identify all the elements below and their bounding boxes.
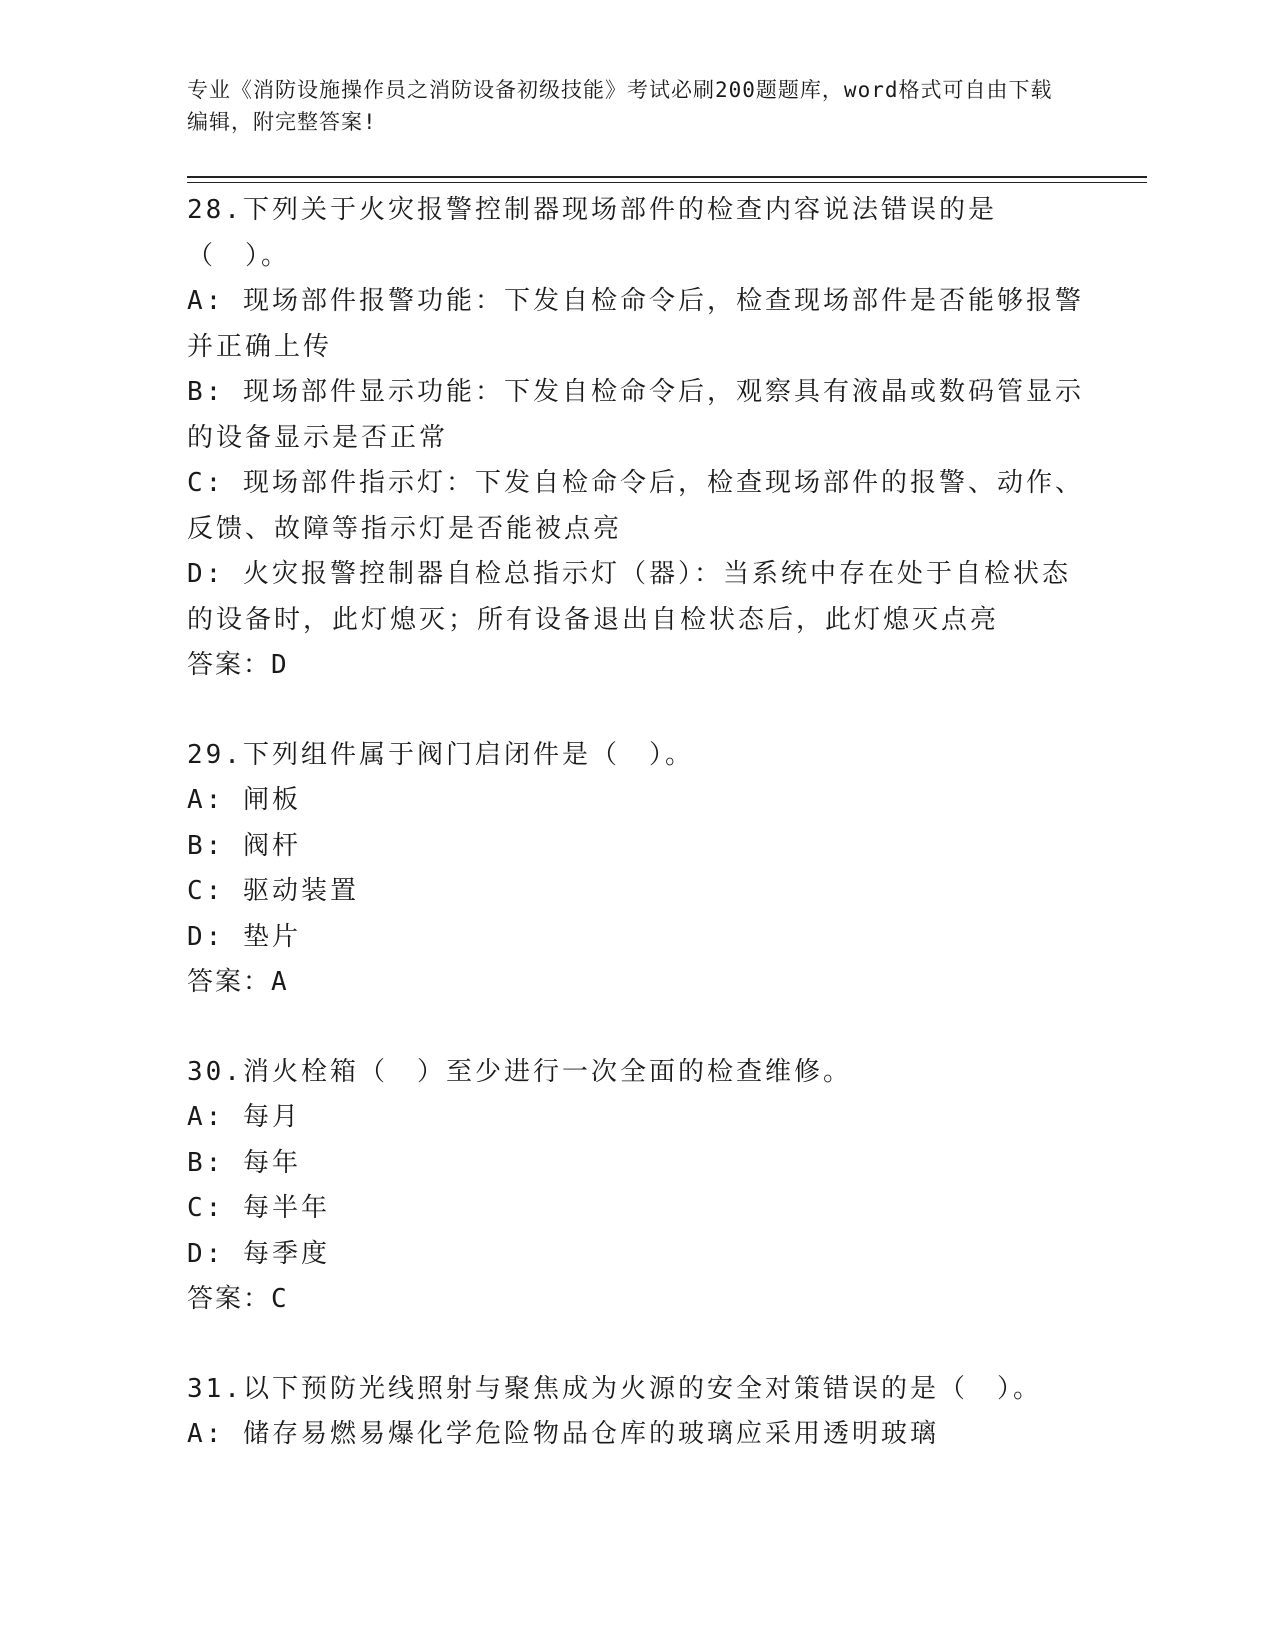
answer-line: 答案：D: [187, 650, 289, 680]
question-28: [187, 188, 1087, 689]
option-b: B: 阀杆: [187, 830, 301, 861]
header-divider-thin: [187, 182, 1147, 183]
option-b: B: 现场部件显示功能：下发自检命令后，观察具有液晶或数码管显示的设备显示是否正常: [187, 377, 1084, 453]
option-b: B: 每年: [187, 1147, 301, 1178]
question-stem: 29.下列组件属于阀门启闭件是（ ）。: [187, 739, 694, 770]
option-c: C: 每半年: [187, 1193, 330, 1223]
question-list: [187, 188, 1087, 1502]
option-d: D: 垫片: [187, 921, 301, 952]
option-c: C: 现场部件指示灯：下发自检命令后，检查现场部件的报警、动作、反馈、故障等指示灯是否能被点亮: [187, 468, 1084, 544]
question-30: [187, 1050, 1087, 1323]
header-divider-thick: [187, 176, 1147, 178]
option-a: A: 闸板: [187, 785, 301, 815]
question-stem: 30.消火栓箱（ ）至少进行一次全面的检查维修。: [187, 1056, 852, 1087]
question-stem: 31.以下预防光线照射与聚焦成为火源的安全对策错误的是（ ）。: [187, 1373, 1042, 1404]
option-a: A: 每月: [187, 1102, 301, 1132]
option-d: D: 每季度: [187, 1238, 330, 1269]
option-d: D: 火灾报警控制器自检总指示灯（器）：当系统中存在处于自检状态的设备时，此灯熄灭；所有设备退出自检状态后，此灯熄灭点亮: [187, 559, 1071, 635]
document-header: 专业《消防设施操作员之消防设备初级技能》考试必刷200题题库，word格式可自由下载编辑，附完整答案!: [187, 78, 1053, 134]
question-stem: 28.下列关于火灾报警控制器现场部件的检查内容说法错误的是（ ）。: [187, 195, 997, 271]
answer-line: 答案：C: [187, 1284, 289, 1314]
option-a: A: 现场部件报警功能：下发自检命令后，检查现场部件是否能够报警并正确上传: [187, 286, 1084, 362]
option-a: A: 储存易燃易爆化学危险物品仓库的玻璃应采用透明玻璃: [187, 1419, 939, 1449]
question-29: [187, 733, 1087, 1006]
option-c: C: 驱动装置: [187, 876, 359, 906]
question-31: [187, 1367, 1087, 1458]
answer-line: 答案：A: [187, 967, 289, 997]
